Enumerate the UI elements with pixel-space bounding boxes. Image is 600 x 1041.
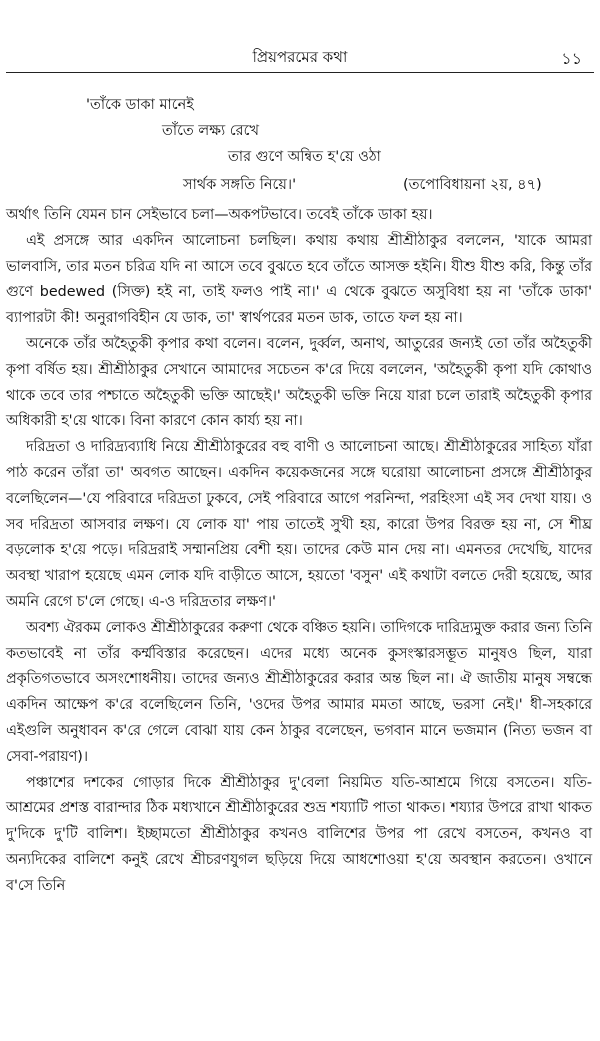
paragraph: অবশ্য ঐরকম লোকও শ্রীশ্রীঠাকুরের করুণা থেকে বঞ্চিত হয়নি। তাদিগকে দারিদ্র্যমুক্ত করার জন্য তিনি কতভাবেই না তাঁর কর্ম্মবিস্তার করেছেন। এদের মধ্যে অনেক কুসংস্কারসম্ভূত মানুষও ছিল, যারা প্রকৃতিগতভাবে অসংশোধনীয়। তাদের জন্যও শ্রীশ্রীঠাকুরের করার অন্ত ছিল না। ঐ জাতীয় মানুষ সম্বন্ধে একদিন আক্ষেপ ক'রে বলেছিলেন তিনি, 'ওদের উপর আমার মমতা আছে, ভরসা নেই।' ধী-সহকারে এইগুলি অনুধাবন ক'রে গেলে বোঝা যায় কেন ঠাকুর বলেছেন, ভগবান মানে ভজমান (নিত্য ভজন বা সেবা-পরায়ণ)। [6, 619, 592, 765]
poem-citation: (তপোবিধায়না ২য়, ৪৭) [403, 177, 542, 193]
paragraph: এই প্রসঙ্গে আর একদিন আলোচনা চলছিল। কথায় কথায় শ্রীশ্রীঠাকুর বললেন, 'যাকে আমরা ভালবাসি, তার মতন চরিত্র যদি না আসে তবে বুঝতে হবে তাঁতে আসক্ত হইনি। যীশু যীশু করি, কিন্তু তাঁর গুণে bedewed (সিক্ত) হই না, তাই ফলও পাই না।' এ থেকে বুঝতে অসুবিধা হয় না 'তাঁকে ডাকা' ব্যাপারটা কী! অনুরাগবিহীন যে ডাক, তা' স্বার্থপরের মতন ডাক, তাতে ফল হয় না। [6, 232, 592, 327]
paragraph: পঞ্চাশের দশকের গোড়ার দিকে শ্রীশ্রীঠাকুর দু'বেলা নিয়মিত যতি-আশ্রমে গিয়ে বসতেন। যতি-আশ্রমের প্রশস্ত বারান্দার ঠিক মধ্যখানে শ্রীশ্রীঠাকুরের শুভ্র শয্যাটি পাতা থাকত। শয্যার উপরে রাখা থাকত দু'দিকে দু'টি বালিশ। ইচ্ছামতো শ্রীশ্রীঠাকুর কখনও বালিশের উপর পা রেখে বসতেন, কখনও বা অন্যদিকের বালিশে কনুই রেখে শ্রীচরণযুগল ছড়িয়ে দিয়ে আধশোওয়া হ'য়ে অবস্থান করতেন। ওখানে ব'সে তিনি [6, 774, 592, 894]
poem-line: তাঁতে লক্ষ্য রেখে [162, 123, 259, 139]
poem-line: তার গুণে অন্বিত হ'য়ে ওঠা [228, 149, 381, 165]
running-title: প্রিয়পরমের কথা [252, 48, 348, 66]
poem-line: সার্থক সঙ্গতি নিয়ে।' [183, 177, 297, 193]
body-text [6, 203, 592, 900]
paragraph: অর্থাৎ তিনি যেমন চান সেইভাবে চলা—অকপটভাবে। তবেই তাঁকে ডাকা হয়। [6, 207, 433, 223]
poem-line: 'তাঁকে ডাকা মানেই [86, 97, 194, 113]
paragraph: দরিদ্রতা ও দারিদ্র্যব্যাধি নিয়ে শ্রীশ্রীঠাকুরের বহু বাণী ও আলোচনা আছে। শ্রীশ্রীঠাকুরের সাহিত্য যাঁরা পাঠ করেন তাঁরা তা' অবগত আছেন। একদিন কয়েকজনের সঙ্গে ঘরোয়া আলোচনা প্রসঙ্গে শ্রীশ্রীঠাকুর বলেছিলেন—'যে পরিবারে দরিদ্রতা ঢুকবে, সেই পরিবারে আগে পরনিন্দা, পরহিংসা এই সব দেখা যায়। ও সব দরিদ্রতা আসবার লক্ষণ। যে লোক যা' পায় তাতেই সুখী হয়, কারো উপর বিরক্ত হয় না, সে শীঘ্র বড়লোক হ'য়ে পড়ে। দরিদ্ররাই সম্মানপ্রিয় বেশী হয়। তাদের কেউ মান দেয় না। এমনতর দেখেছি, যাদের অবস্থা খারাপ হয়েছে এমন লোক যদি বাড়ীতে আসে, হয়তো 'বসুন' এই কথাটা বলতে দেরী হয়েছে, আর অমনি রেগে চ'লে গেছে। এ-ও দরিদ্রতার লক্ষণ।' [6, 439, 592, 610]
header-rule [6, 72, 594, 73]
paragraph: অনেকে তাঁর অহৈতুকী কৃপার কথা বলেন। বলেন, দুর্ব্বল, অনাথ, আতুরের জন্যই তো তাঁর অহৈতুকী কৃপা বর্ষিত হয়। শ্রীশ্রীঠাকুর সেখানে আমাদের সচেতন ক'রে দিয়ে বললেন, 'অহৈতুকী কৃপা যদি কোথাও থাকে তবে তার পশ্চাতে অহৈতুকী ভক্তি আছেই।' অহৈতুকী ভক্তি নিয়ে যারা চলে তারাই অহৈতুকী কৃপার অধিকারী হ'য়ে থাকে। বিনা কারণে কোন কার্য্য হয় না। [6, 335, 592, 430]
page-number: ১১ [561, 49, 582, 68]
page-header [0, 46, 600, 76]
